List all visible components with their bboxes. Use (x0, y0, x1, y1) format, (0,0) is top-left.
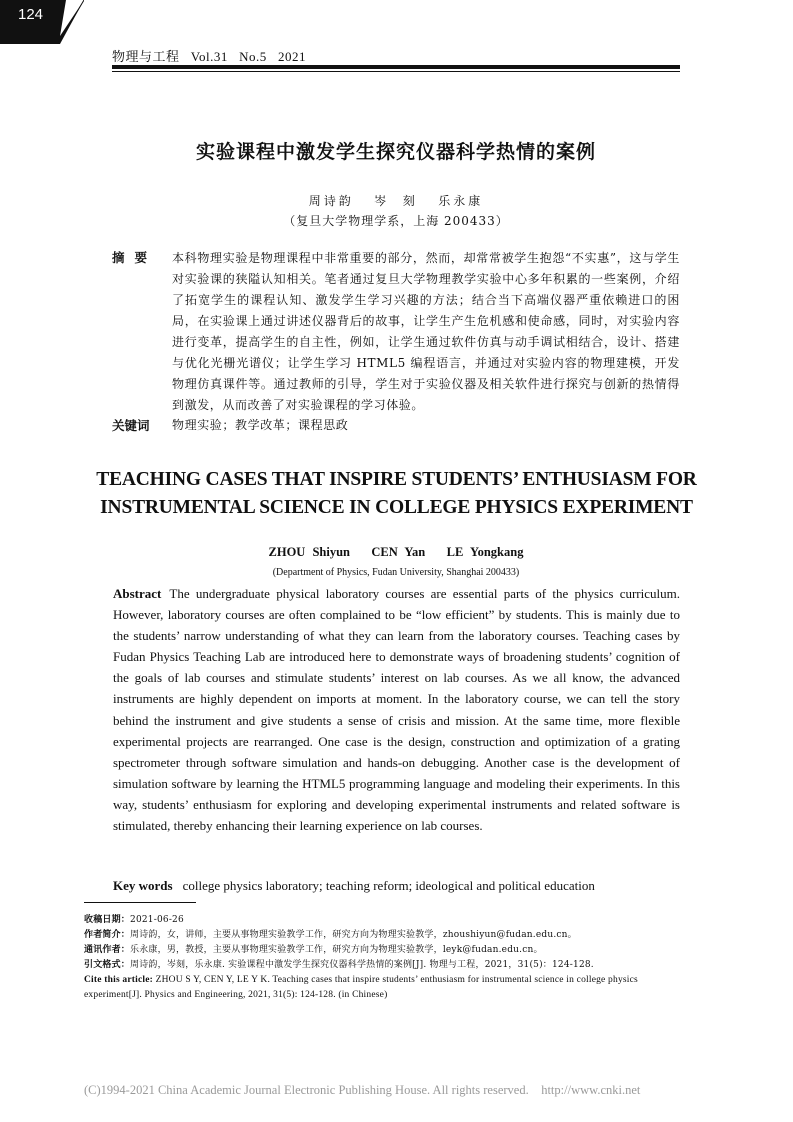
author-label: 作者简介： (84, 930, 131, 940)
english-keywords (113, 878, 680, 894)
corresponding-label: 通讯作者： (84, 945, 131, 955)
footnote-citation-cn (84, 958, 684, 973)
chinese-abstract: 本科物理实验是物理课程中非常重要的部分，然而，却常常被学生抱怨“不实惠”，这与学生对实验课的狭隘认知相关。笔者通过复旦大学物理教学实验中心多年积累的一些案例，介绍了拓宽学生的课程认知、激发学生学习兴趣的方法；结合当下高端仪器严重依赖进口的困局，在实验课上通过讲述仪器背后的故事，让学生产生危机感和使命感，同时，对实验内容进行变革，提高学生的自主性，例如，让学生通过软件仿真与动手调试相结合，设计、搭建与优化光栅光谱仪；让学生学习 HTML5 编程语言，并通过对实验内容的物理建模，开发物理仿真课件等。通过教师的引导，学生对于实验仪器及相关软件进行探究与创新的热情得到激发，从而改善了对实验课程的学习体验。 (172, 251, 680, 412)
citation-en-label: Cite this article: (84, 975, 154, 985)
received-label: 收稿日期： (84, 915, 131, 925)
chinese-title: 实验课程中激发学生探究仪器科学热情的案例 (195, 141, 596, 163)
chinese-authors: 周诗韵 岑 刻 乐永康 (308, 194, 484, 208)
english-authors: ZHOU Shiyun CEN Yan LE Yongkang (268, 545, 524, 559)
header-rule-thin (112, 71, 680, 72)
citation-en: ZHOU S Y, CEN Y, LE Y K. Teaching cases that inspire students’ enthusiasm for instrumental science in college physics experiment[J]. Physics and Engineering, 2021, 31(5): 124-128. (in Chinese) (84, 975, 638, 1000)
english-title-line-1: TEACHING CASES THAT INSPIRE STUDENTS’ ENTHUSIASM FOR (96, 469, 697, 490)
footnote-author (84, 928, 684, 943)
author-bio: 周诗韵，女，讲师，主要从事物理实验教学工作，研究方向为物理实验教学，zhoushiyun@fudan.edu.cn。 (130, 930, 577, 940)
copyright-notice: (C)1994-2021 China Academic Journal Electronic Publishing House. All rights reserved. http://www.cnki.net (84, 1083, 641, 1097)
header-rule-thick (112, 65, 680, 69)
english-keywords-label: Key words (113, 878, 173, 893)
chinese-abstract-label: 摘要 (112, 250, 158, 265)
footnote-corresponding (84, 943, 684, 958)
english-title-line-2: INSTRUMENTAL SCIENCE IN COLLEGE PHYSICS EXPERIMENT (100, 497, 693, 518)
english-abstract (113, 583, 680, 836)
received-date: 2021-06-26 (130, 915, 184, 925)
footnotes (84, 913, 684, 1003)
page-number: 124 (18, 6, 44, 23)
citation-cn: 周诗韵，岑刻，乐永康. 实验课程中激发学生探究仪器科学热情的案例[J]. 物理与工程，2021，31(5)：124-128. (130, 960, 594, 970)
page-number-badge (0, 0, 84, 44)
english-affiliation: (Department of Physics, Fudan University, Shanghai 200433) (272, 567, 520, 578)
chinese-keywords-label: 关键词 (112, 418, 150, 433)
footnote-rule (84, 902, 196, 903)
chinese-affiliation: （复旦大学物理学系，上海 200433） (283, 214, 509, 228)
corresponding-bio: 乐永康，男，教授，主要从事物理实验教学工作，研究方向为物理实验教学，leyk@fudan.edu.cn。 (130, 945, 543, 955)
citation-cn-label: 引文格式： (84, 960, 131, 970)
journal-header: 物理与工程 Vol.31 No.5 2021 (112, 49, 306, 64)
chinese-keywords: 物理实验；教学改革；课程思政 (172, 418, 349, 432)
english-keywords-text: college physics laboratory; teaching reform; ideological and political education (182, 878, 595, 893)
english-title (80, 466, 713, 522)
footnote-received (84, 913, 684, 928)
footnote-citation-en (84, 973, 684, 1003)
english-abstract-text: The undergraduate physical laboratory courses are essential parts of the physics curriculum. However, laboratory courses are often complained to be “low efficient” by students. This is mainly due to the students’ narrow understanding of what they can learn from the laboratory courses. Teaching cases by Fudan Physics Teaching Lab are introduced here to demonstrate ways of broadening students’ cognition of the goals of lab courses and stimulate students’ interest on lab courses. As we all know, the advanced instruments are highly dependent on imports at moment. In the laboratory course, we can tell the story behind the instrument and give students a sense of crisis and mission. At the same time, more flexible experimental projects are rearranged. One case is the design, construction and optimization of a grating spectrometer through software simulation and hands-on debugging. Another case is the development of simulation software by learning the HTML5 programming language and modeling their experiments. In this way, students’ enthusiasm for exploring and developing experimental instruments and related software is stimulated, thereby enhancing their learning experience on lab courses. (113, 586, 680, 834)
english-abstract-label: Abstract (113, 586, 162, 601)
